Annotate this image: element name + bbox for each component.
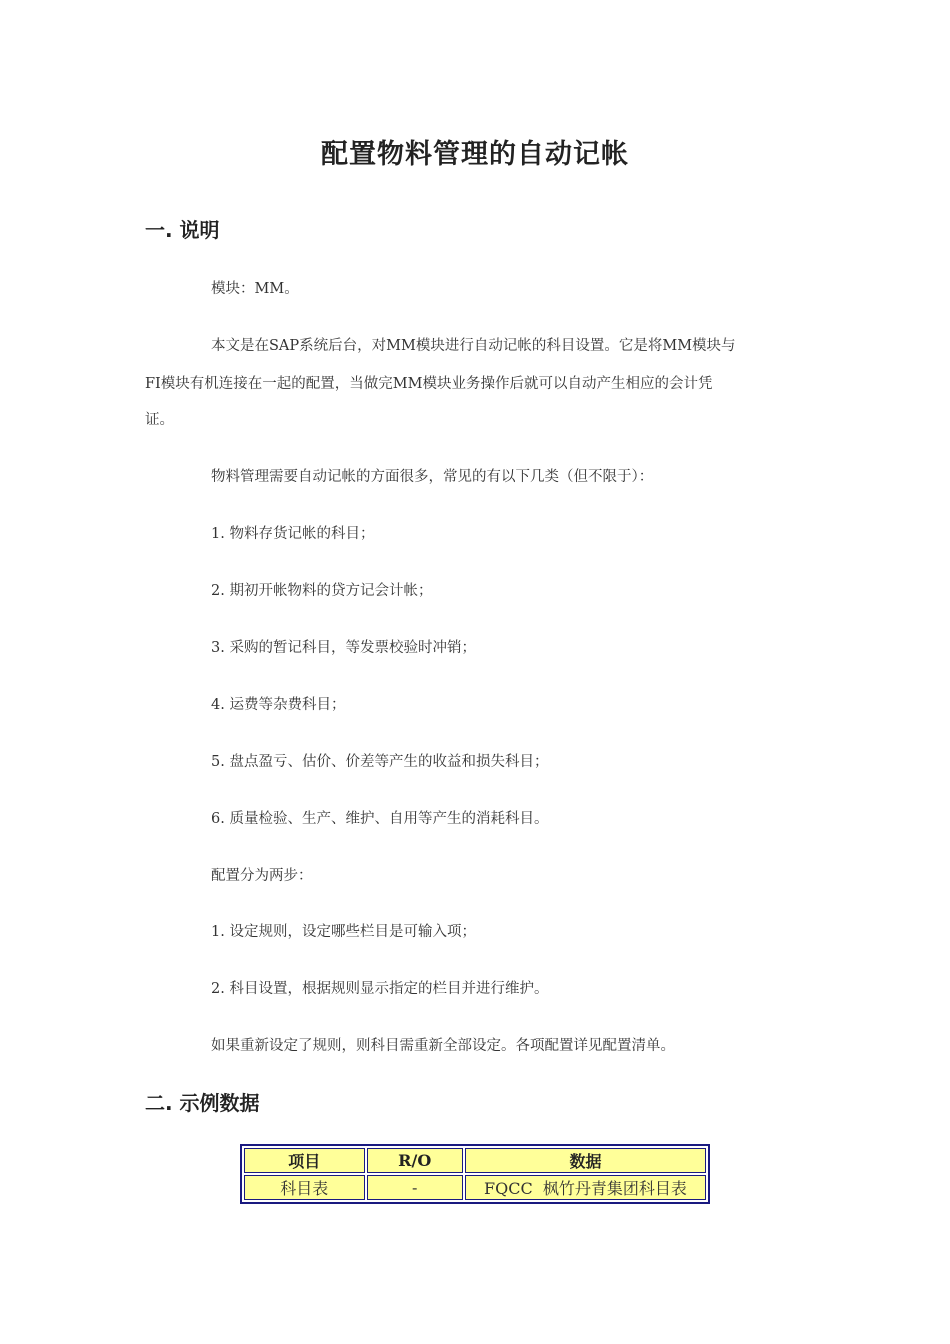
list-item: 2. 期初开帐物料的贷方记会计帐； (211, 583, 433, 599)
section-heading-description: 一. 说明 (145, 218, 220, 242)
list-item: 5. 盘点盈亏、估价、价差等产生的收益和损失科目； (211, 754, 549, 770)
table-header-cell: 项目 (244, 1148, 365, 1173)
table-header-cell: R/O (367, 1148, 463, 1173)
intro-line-3: 证。 (145, 412, 174, 428)
table-cell: - (367, 1175, 463, 1200)
intro-line-1: 本文是在SAP系统后台，对MM模块进行自动记帐的科目设置。它是将MM模块与 (211, 338, 736, 354)
sample-data-table (240, 1144, 710, 1204)
table-row (244, 1175, 706, 1200)
table-header-cell: 数据 (465, 1148, 706, 1173)
list-item: 1. 设定规则，设定哪些栏目是可输入项； (211, 924, 476, 940)
list-item: 2. 科目设置，根据规则显示指定的栏目并进行维护。 (211, 981, 549, 997)
list-item: 1. 物料存货记帐的科目； (211, 526, 375, 542)
list-item: 4. 运费等杂费科目； (211, 697, 346, 713)
intro-line-2: FI模块有机连接在一起的配置，当做完MM模块业务操作后就可以自动产生相应的会计凭 (145, 376, 713, 392)
table-header-row (244, 1148, 706, 1173)
section-heading-sample-data: 二. 示例数据 (145, 1091, 260, 1115)
config-note: 如果重新设定了规则，则科目需重新全部设定。各项配置详见配置清单。 (211, 1038, 675, 1054)
types-intro: 物料管理需要自动记帐的方面很多，常见的有以下几类（但不限于）： (211, 469, 654, 485)
table-cell: 科目表 (244, 1175, 365, 1200)
list-item: 6. 质量检验、生产、维护、自用等产生的消耗科目。 (211, 811, 549, 827)
module-line: 模块：MM。 (211, 281, 299, 297)
steps-intro: 配置分为两步： (211, 868, 313, 884)
list-item: 3. 采购的暂记科目，等发票校验时冲销； (211, 640, 476, 656)
page-title: 配置物料管理的自动记帐 (321, 139, 629, 170)
table-cell: FQCC 枫竹丹青集团科目表 (465, 1175, 706, 1200)
